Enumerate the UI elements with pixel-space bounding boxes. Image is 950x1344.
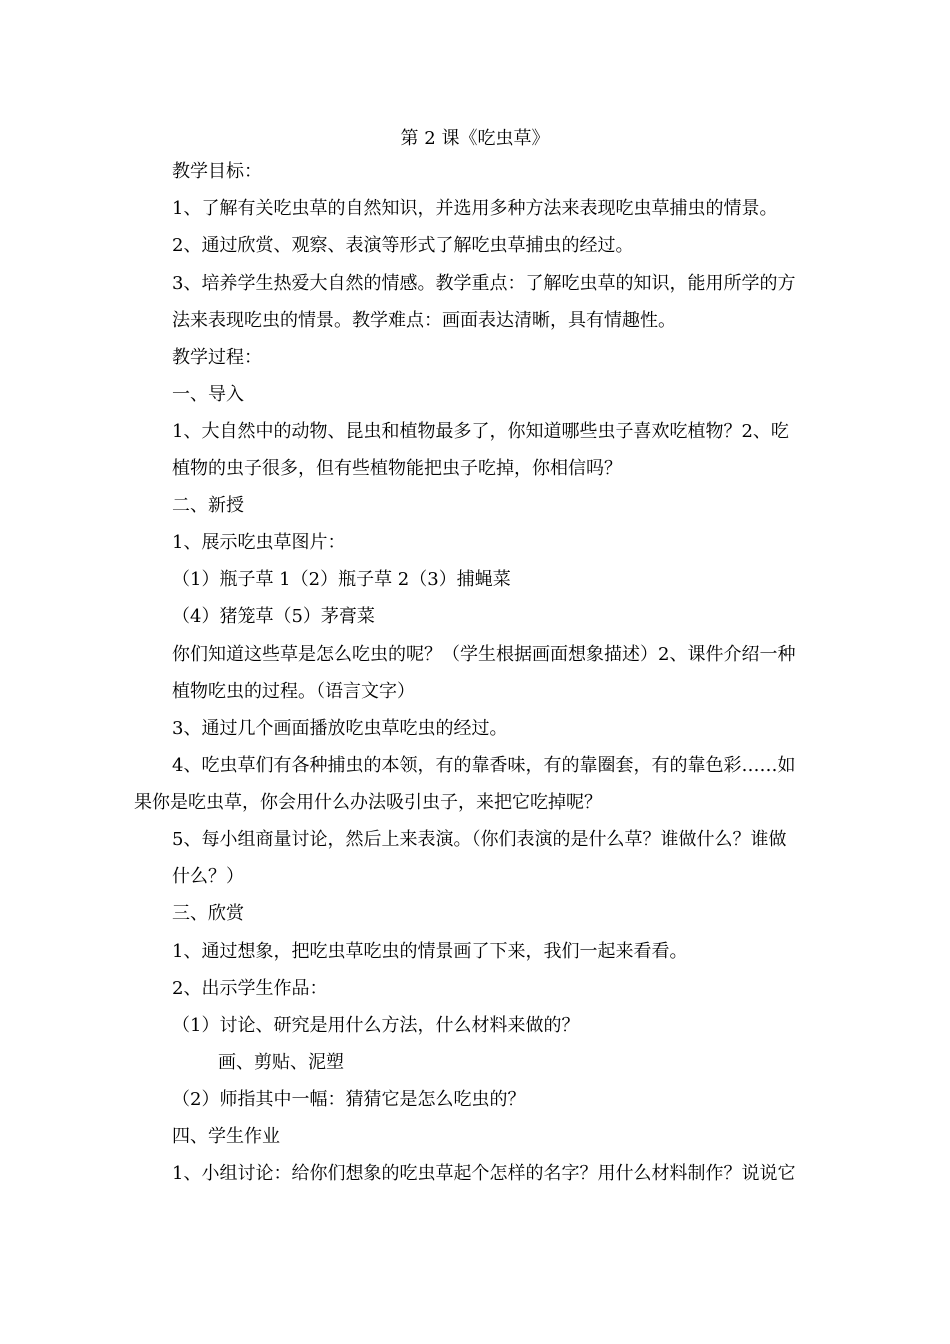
paragraph-line: 法来表现吃虫的情景。教学难点：画面表达清晰，具有情趣性。	[172, 310, 676, 331]
paragraph-line: 1、了解有关吃虫草的自然知识，并选用多种方法来表现吃虫草捕虫的情景。	[172, 198, 778, 219]
paragraph-line: 3、通过几个画面播放吃虫草吃虫的经过。	[172, 718, 508, 739]
section-heading: 二、新授	[172, 495, 244, 516]
paragraph-line: 4、吃虫草们有各种捕虫的本领，有的靠香味，有的靠圈套，有的靠色彩……如	[172, 755, 796, 776]
paragraph-line: 画、剪贴、泥塑	[218, 1052, 344, 1073]
heading-teaching-process: 教学过程：	[172, 347, 262, 368]
paragraph-line: 1、大自然中的动物、昆虫和植物最多了，你知道哪些虫子喜欢吃植物？2、吃	[172, 421, 789, 442]
paragraph-line: 什么？）	[172, 866, 244, 887]
lesson-title: 第 2 课《吃虫草》	[400, 128, 550, 149]
paragraph-line: 2、通过欣赏、观察、表演等形式了解吃虫草捕虫的经过。	[172, 235, 634, 256]
paragraph-line: 植物的虫子很多，但有些植物能把虫子吃掉，你相信吗？	[172, 458, 622, 479]
paragraph-line: 3、培养学生热爱大自然的情感。教学重点：了解吃虫草的知识，能用所学的方	[172, 273, 796, 294]
heading-teaching-goals: 教学目标：	[172, 161, 262, 182]
paragraph-line: （1）讨论、研究是用什么方法，什么材料来做的？	[172, 1015, 580, 1036]
section-heading: 四、学生作业	[172, 1126, 280, 1147]
paragraph-line: 1、展示吃虫草图片：	[172, 532, 346, 553]
section-heading: 三、欣赏	[172, 903, 244, 924]
paragraph-line: 你们知道这些草是怎么吃虫的呢？（学生根据画面想象描述）2、课件介绍一种	[172, 644, 796, 665]
paragraph-line: 1、通过想象，把吃虫草吃虫的情景画了下来，我们一起来看看。	[172, 941, 688, 962]
section-heading: 一、导入	[172, 384, 244, 405]
paragraph-line: 1、小组讨论：给你们想象的吃虫草起个怎样的名字？用什么材料制作？说说它	[172, 1163, 796, 1184]
paragraph-line: 果你是吃虫草，你会用什么办法吸引虫子，来把它吃掉呢？	[134, 792, 602, 813]
paragraph-line: 2、出示学生作品：	[172, 978, 328, 999]
paragraph-line: （4）猪笼草（5）茅膏菜	[172, 606, 375, 627]
paragraph-line: 植物吃虫的过程。（语言文字）	[172, 681, 415, 702]
paragraph-line: （1）瓶子草 1（2）瓶子草 2（3）捕蝇菜	[172, 569, 511, 590]
paragraph-line: （2）师指其中一幅：猜猜它是怎么吃虫的？	[172, 1089, 526, 1110]
paragraph-line: 5、每小组商量讨论，然后上来表演。（你们表演的是什么草？谁做什么？谁做	[172, 829, 787, 850]
